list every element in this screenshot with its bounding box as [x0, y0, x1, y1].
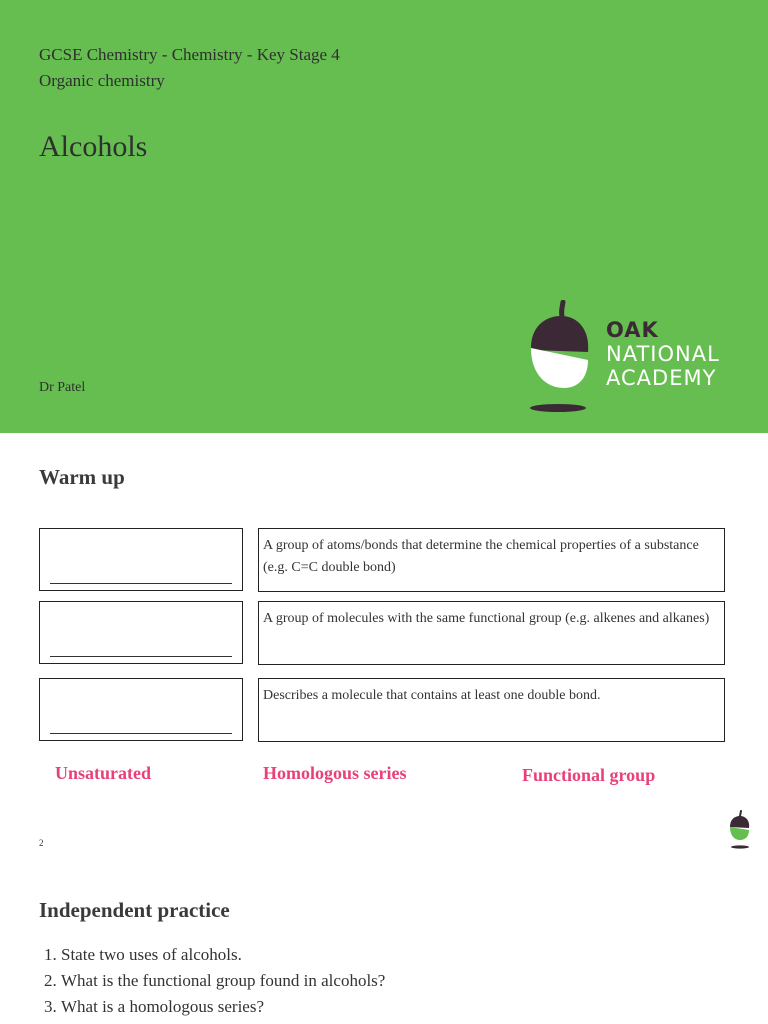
question-item: 2. What is the functional group found in alcohols?: [61, 968, 385, 994]
answer-line: [50, 656, 232, 657]
acorn-logo-icon: [728, 810, 752, 850]
definition-box-1: A group of atoms/bonds that determine the chemical properties of a substance (e.g. C=C double bond): [258, 528, 725, 592]
answer-box-2[interactable]: [39, 601, 243, 664]
independent-practice-slide: [0, 866, 768, 1024]
course-breadcrumb: [39, 42, 340, 94]
answer-option-functional-group[interactable]: Functional group: [522, 765, 656, 785]
question-list: [39, 942, 385, 1020]
answer-option-unsaturated[interactable]: Unsaturated: [55, 763, 152, 783]
logo-word-academy: ACADEMY: [606, 366, 717, 390]
acorn-logo-icon: [526, 300, 596, 418]
author-name: Dr Patel: [39, 380, 86, 395]
logo-word-national: NATIONAL: [606, 342, 720, 366]
definition-box-3: Describes a molecule that contains at least one double bond.: [258, 678, 725, 742]
answer-box-1[interactable]: [39, 528, 243, 591]
warm-up-heading: Warm up: [39, 465, 125, 489]
unit-line: Organic chemistry: [39, 71, 165, 90]
answer-option-homologous-series[interactable]: Homologous series: [263, 763, 407, 783]
course-line: GCSE Chemistry - Chemistry - Key Stage 4: [39, 45, 340, 64]
title-slide: [0, 0, 768, 433]
answer-box-3[interactable]: [39, 678, 243, 741]
independent-practice-heading: Independent practice: [39, 898, 230, 922]
oak-logo-wordmark: [606, 318, 720, 390]
question-item: 3. What is a homologous series?: [61, 994, 385, 1020]
logo-word-oak: OAK: [606, 318, 659, 342]
answer-line: [50, 733, 232, 734]
definition-box-2: A group of molecules with the same functional group (e.g. alkenes and alkanes): [258, 601, 725, 665]
warm-up-slide: [0, 433, 768, 866]
answer-line: [50, 583, 232, 584]
slide-number: 2: [39, 838, 44, 848]
question-item: 1. State two uses of alcohols.: [61, 942, 385, 968]
lesson-title: Alcohols: [39, 130, 148, 163]
